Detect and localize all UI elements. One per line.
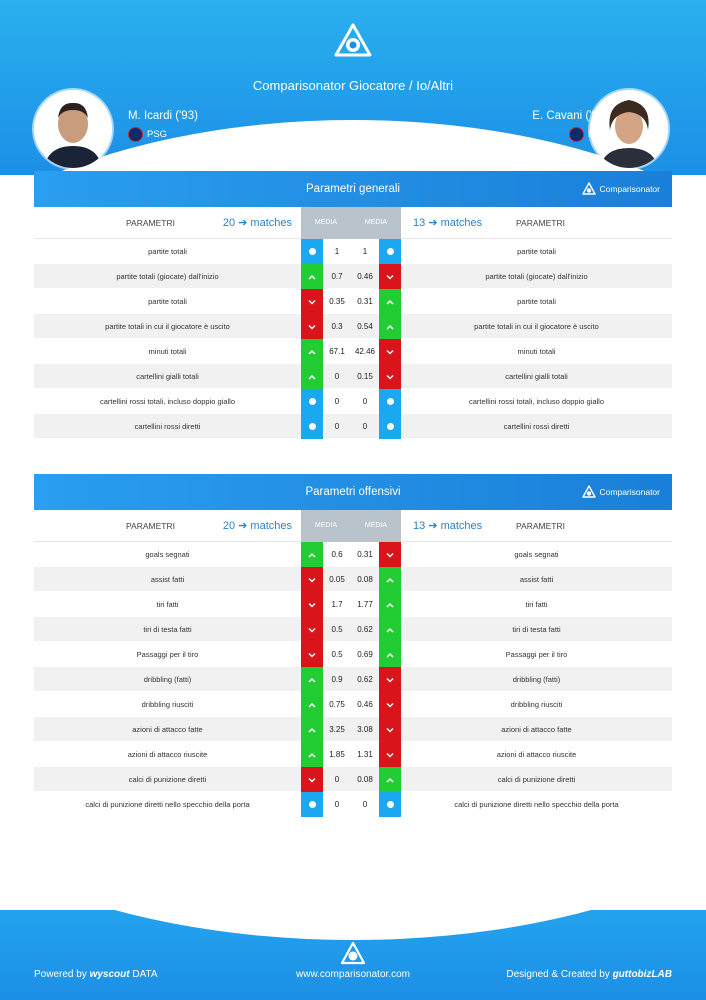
left-value: 0: [334, 422, 340, 431]
chevron-up-icon: [301, 692, 323, 717]
table-row: [34, 642, 672, 667]
rows-offensive: [34, 542, 672, 817]
chevron-down-icon: [301, 592, 323, 617]
right-parameter-label: cartellini rossi totali, incluso doppio giallo: [468, 397, 605, 406]
chevron-up-icon: [301, 717, 323, 742]
right-value: 0.15: [357, 372, 373, 381]
left-value: 1: [334, 247, 340, 256]
right-matches-count: 13 ➔ matches: [413, 217, 483, 229]
chevron-down-icon: [379, 264, 401, 289]
section-offensive-parameters: [34, 474, 672, 817]
psg-crest-icon: [569, 127, 584, 142]
comparisonator-badge: [582, 171, 660, 207]
designed-by: Designed & Created by guttobizLAB: [506, 969, 672, 980]
table-row: [34, 389, 672, 414]
right-matches-count: 13 ➔ matches: [413, 520, 483, 532]
page-title: Comparisonator Giocatore / Io/Altri: [252, 78, 454, 93]
sign-in-arrow-icon: ➔: [428, 217, 438, 229]
table-row: [34, 414, 672, 439]
left-parameter-label: Passaggi per il tiro: [136, 650, 199, 659]
table-row: [34, 364, 672, 389]
chevron-down-icon: [301, 314, 323, 339]
chevron-down-icon: [379, 692, 401, 717]
rows-general: [34, 239, 672, 439]
chevron-up-icon: [379, 617, 401, 642]
chevron-up-icon: [301, 742, 323, 767]
sign-in-arrow-icon: ➔: [238, 217, 248, 229]
right-value: 0.08: [357, 575, 373, 584]
powered-by: Powered by wyscout DATA: [34, 969, 158, 980]
left-value: 0: [334, 800, 340, 809]
comparisonator-logo-icon: [582, 485, 596, 499]
chevron-down-icon: [301, 617, 323, 642]
comparisonator-logo-icon: [340, 941, 366, 967]
section-header: [34, 474, 672, 510]
chevron-down-icon: [301, 642, 323, 667]
left-parameter-label: tiri di testa fatti: [143, 625, 192, 634]
section-title: Parametri generali: [306, 183, 400, 195]
right-parameter-label: tiri di testa fatti: [512, 625, 561, 634]
equal-dot-icon: [301, 389, 323, 414]
right-value: 3.08: [357, 725, 373, 734]
sign-in-arrow-icon: ➔: [238, 520, 248, 532]
chevron-up-icon: [379, 567, 401, 592]
right-parameter-label: calci di punizione diretti: [497, 775, 576, 784]
table-row: [34, 717, 672, 742]
chevron-down-icon: [379, 364, 401, 389]
table-row: [34, 792, 672, 817]
chevron-down-icon: [379, 542, 401, 567]
right-player-club: [569, 127, 608, 142]
chevron-down-icon: [301, 767, 323, 792]
right-parameters-heading: PARAMETRI: [516, 218, 565, 228]
wyscout-logo: wyscout: [89, 969, 130, 980]
left-player-name: M. Icardi ('93): [128, 110, 198, 122]
left-parameter-label: azioni di attacco fatte: [132, 725, 203, 734]
left-parameter-label: partite totali (giocate) dall'inizio: [116, 272, 219, 281]
right-parameter-label: azioni di attacco fatte: [501, 725, 572, 734]
table-row: [34, 289, 672, 314]
left-value: 0: [334, 775, 340, 784]
chevron-up-icon: [379, 314, 401, 339]
table-row: [34, 264, 672, 289]
left-parameter-label: minuti totali: [148, 347, 187, 356]
right-parameter-label: minuti totali: [517, 347, 556, 356]
left-value: 0.05: [329, 575, 345, 584]
left-parameter-label: calci di punizione diretti: [128, 775, 207, 784]
chevron-up-icon: [379, 289, 401, 314]
table-row: [34, 542, 672, 567]
left-value: 0.9: [331, 675, 343, 684]
table-row: [34, 617, 672, 642]
left-parameter-label: cartellini gialli totali: [136, 372, 199, 381]
left-matches-count: 20 ➔ matches: [222, 520, 292, 532]
section-header: [34, 171, 672, 207]
right-value: 0.31: [357, 550, 373, 559]
left-parameter-label: cartellini rossi diretti: [134, 422, 201, 431]
table-row: [34, 567, 672, 592]
right-value: 0.46: [357, 700, 373, 709]
left-value: 1.85: [329, 750, 345, 759]
left-parameter-label: dribbling riusciti: [141, 700, 194, 709]
right-player-club-label: PSG: [587, 129, 608, 140]
chevron-up-icon: [379, 642, 401, 667]
right-value: 0.69: [357, 650, 373, 659]
section-general-parameters: [34, 171, 672, 439]
guttobizlab-logo: guttobizLAB: [612, 969, 672, 980]
left-parameters-heading: PARAMETRI: [126, 521, 175, 531]
comparisonator-logo-icon: [582, 182, 596, 196]
equal-dot-icon: [301, 239, 323, 264]
right-media-heading: MEDIA: [351, 207, 401, 239]
comparisonator-logo-icon: [333, 22, 373, 62]
left-player-club: [128, 127, 167, 142]
right-value: 0.08: [357, 775, 373, 784]
right-parameter-label: partite totali: [517, 247, 556, 256]
table-row: [34, 767, 672, 792]
equal-dot-icon: [301, 792, 323, 817]
left-parameter-label: partite totali: [148, 297, 187, 306]
left-value: 3.25: [329, 725, 345, 734]
right-parameter-label: goals segnati: [514, 550, 559, 559]
right-value: 1.31: [357, 750, 373, 759]
right-value: 1.77: [357, 600, 373, 609]
left-player-club-label: PSG: [147, 129, 168, 140]
chevron-up-icon: [301, 542, 323, 567]
badge-label: Comparisonator: [599, 184, 660, 194]
left-value: 0: [334, 397, 340, 406]
left-parameters-heading: PARAMETRI: [126, 218, 175, 228]
chevron-down-icon: [379, 742, 401, 767]
right-value: 0.31: [357, 297, 373, 306]
equal-dot-icon: [379, 792, 401, 817]
left-player-avatar: [34, 90, 112, 168]
right-value: 0: [362, 422, 368, 431]
sign-in-arrow-icon: ➔: [428, 520, 438, 532]
right-parameter-label: cartellini rossi diretti: [503, 422, 570, 431]
right-value: 42.46: [354, 347, 376, 356]
right-value: 0: [362, 397, 368, 406]
right-value: 0.54: [357, 322, 373, 331]
right-parameter-label: partite totali in cui il giocatore è uscito: [474, 322, 599, 331]
psg-crest-icon: [128, 127, 143, 142]
chevron-up-icon: [301, 339, 323, 364]
chevron-down-icon: [301, 567, 323, 592]
chevron-up-icon: [379, 767, 401, 792]
right-parameter-label: tiri fatti: [525, 600, 548, 609]
left-value: 67.1: [329, 347, 345, 356]
left-parameter-label: partite totali in cui il giocatore è uscito: [105, 322, 230, 331]
left-value: 0.3: [331, 322, 343, 331]
right-value: 0.62: [357, 625, 373, 634]
table-row: [34, 314, 672, 339]
left-parameter-label: goals segnati: [145, 550, 190, 559]
chevron-down-icon: [379, 667, 401, 692]
right-parameters-heading: PARAMETRI: [516, 521, 565, 531]
right-value: 0: [362, 800, 368, 809]
chevron-down-icon: [301, 289, 323, 314]
footer-background: [0, 870, 706, 1000]
table-row: [34, 667, 672, 692]
right-parameter-label: assist fatti: [519, 575, 554, 584]
column-header: [34, 510, 672, 542]
left-media-heading: MEDIA: [301, 207, 351, 239]
left-parameter-label: azioni di attacco riuscite: [127, 750, 208, 759]
left-value: 0.6: [331, 550, 343, 559]
left-parameter-label: dribbling (fatti): [143, 675, 192, 684]
left-value: 0.35: [329, 297, 345, 306]
left-parameter-label: tiri fatti: [156, 600, 179, 609]
section-title: Parametri offensivi: [305, 486, 401, 498]
right-value: 0.62: [357, 675, 373, 684]
right-parameter-label: dribbling (fatti): [512, 675, 561, 684]
table-row: [34, 592, 672, 617]
right-parameter-label: partite totali (giocate) dall'inizio: [485, 272, 588, 281]
left-value: 0.5: [331, 625, 343, 634]
chevron-up-icon: [301, 264, 323, 289]
chevron-up-icon: [301, 364, 323, 389]
equal-dot-icon: [379, 414, 401, 439]
chevron-up-icon: [379, 592, 401, 617]
right-value: 0.46: [357, 272, 373, 281]
right-parameter-label: azioni di attacco riuscite: [496, 750, 577, 759]
equal-dot-icon: [379, 389, 401, 414]
left-parameter-label: assist fatti: [150, 575, 185, 584]
right-parameter-label: dribbling riusciti: [510, 700, 563, 709]
left-parameter-label: calci di punizione diretti nello specchio della porta: [85, 800, 250, 809]
right-parameter-label: cartellini gialli totali: [505, 372, 568, 381]
right-media-heading: MEDIA: [351, 510, 401, 542]
column-header: [34, 207, 672, 239]
left-parameter-label: partite totali: [148, 247, 187, 256]
left-parameter-label: cartellini rossi totali, incluso doppio giallo: [99, 397, 236, 406]
left-value: 0.7: [331, 272, 343, 281]
table-row: [34, 742, 672, 767]
left-value: 0.5: [331, 650, 343, 659]
left-value: 1.7: [331, 600, 343, 609]
left-matches-count: 20 ➔ matches: [222, 217, 292, 229]
chevron-up-icon: [301, 667, 323, 692]
right-player-name: E. Cavani ('87): [532, 110, 608, 122]
chevron-down-icon: [379, 717, 401, 742]
comparisonator-badge: [582, 474, 660, 510]
left-value: 0: [334, 372, 340, 381]
right-parameter-label: partite totali: [517, 297, 556, 306]
badge-label: Comparisonator: [599, 487, 660, 497]
chevron-down-icon: [379, 339, 401, 364]
equal-dot-icon: [301, 414, 323, 439]
left-media-heading: MEDIA: [301, 510, 351, 542]
table-row: [34, 239, 672, 264]
website-link[interactable]: www.comparisonator.com: [296, 969, 410, 980]
table-row: [34, 339, 672, 364]
right-parameter-label: Passaggi per il tiro: [505, 650, 568, 659]
right-value: 1: [362, 247, 368, 256]
equal-dot-icon: [379, 239, 401, 264]
table-row: [34, 692, 672, 717]
left-value: 0.75: [329, 700, 345, 709]
right-parameter-label: calci di punizione diretti nello specchio della porta: [454, 800, 619, 809]
